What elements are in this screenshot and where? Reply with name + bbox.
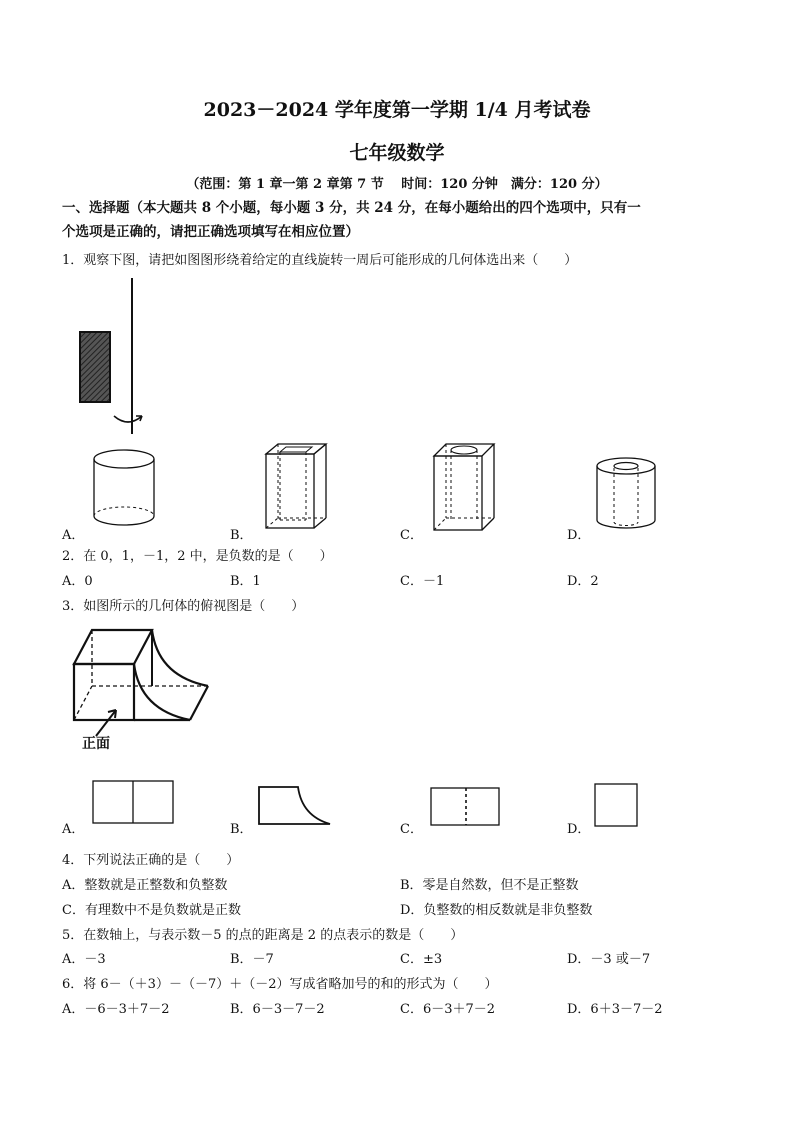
q3-option-c-view xyxy=(430,787,500,827)
q3-option-a-view xyxy=(92,780,174,824)
q6-option-d: D．6＋3－7－2 xyxy=(567,1002,663,1017)
q4-option-a: A．整数就是正整数和负整数 xyxy=(62,878,228,893)
q2-option-b: B．1 xyxy=(230,574,261,589)
section-heading-line1: 一、选择题（本大题共 8 个小题，每小题 3 分，共 24 分，在每小题给出的四个选项中，只有一 xyxy=(62,200,641,216)
q1-option-a-cylinder xyxy=(92,448,156,532)
q3-option-b-view xyxy=(258,786,332,826)
question-3-stem: 3．如图所示的几何体的俯视图是（ ） xyxy=(62,599,305,614)
q6-option-b: B．6－3－7－2 xyxy=(230,1002,325,1017)
q5-option-b: B．－7 xyxy=(230,952,274,967)
section-heading xyxy=(62,196,742,244)
q2-option-d: D．2 xyxy=(567,574,599,589)
question-2-stem: 2．在 0，1，－1，2 中，是负数的是（ ） xyxy=(62,549,333,564)
q3-option-d: D． xyxy=(567,822,591,837)
front-label: 正面 xyxy=(82,736,110,752)
question-6-stem: 6．将 6－（＋3）－（－7）＋（－2）写成省略加号的和的形式为（ ） xyxy=(62,977,498,992)
q3-solid-figure xyxy=(66,626,216,730)
q3-option-b: B． xyxy=(230,822,253,837)
q4-option-d: D．负整数的相反数就是非负整数 xyxy=(400,903,593,918)
q1-option-b-hollow-box xyxy=(262,440,330,532)
q6-option-a: A．－6－3＋7－2 xyxy=(62,1002,170,1017)
q1-option-b: B． xyxy=(230,528,253,543)
q1-option-d: D． xyxy=(567,528,591,543)
q1-option-c-box-with-hole xyxy=(430,440,500,534)
rotation-arrow-icon xyxy=(114,416,142,422)
q1-option-a: A． xyxy=(62,528,85,543)
exam-title: 2023－2024 学年度第一学期 1/4 月考试卷 xyxy=(203,99,591,121)
q1-option-d-hollow-cylinder xyxy=(594,456,658,534)
question-5-stem: 5．在数轴上，与表示数－5 的点的距离是 2 的点表示的数是（ ） xyxy=(62,928,464,943)
q1-rotation-figure xyxy=(62,276,172,436)
q4-option-c: C．有理数中不是负数就是正数 xyxy=(62,903,241,918)
q6-option-c: C．6－3＋7－2 xyxy=(400,1002,496,1017)
question-4-stem: 4．下列说法正确的是（ ） xyxy=(62,853,240,868)
q2-option-c: C．－1 xyxy=(400,574,445,589)
section-heading-line2: 个选项是正确的，请把正确选项填写在相应位置） xyxy=(62,224,359,240)
q2-option-a: A．0 xyxy=(62,574,93,589)
q4-option-b: B．零是自然数，但不是正整数 xyxy=(400,878,579,893)
q5-option-a: A．－3 xyxy=(62,952,106,967)
exam-scope: （范围：第 1 章一第 2 章第 7 节 时间：120 分钟 满分：120 分） xyxy=(186,177,608,192)
q5-option-c: C．±3 xyxy=(400,952,443,967)
q3-option-c: C． xyxy=(400,822,423,837)
q3-option-d-view xyxy=(594,783,638,827)
question-1-stem: 1．观察下图，请把如图图形绕着给定的直线旋转一周后可能形成的几何体选出来（ ） xyxy=(62,253,578,268)
q1-option-c: C． xyxy=(400,528,423,543)
q5-option-d: D．－3 或－7 xyxy=(567,952,651,967)
q3-option-a: A． xyxy=(62,822,85,837)
exam-subtitle: 七年级数学 xyxy=(349,142,445,164)
hatched-rectangle xyxy=(80,332,110,402)
